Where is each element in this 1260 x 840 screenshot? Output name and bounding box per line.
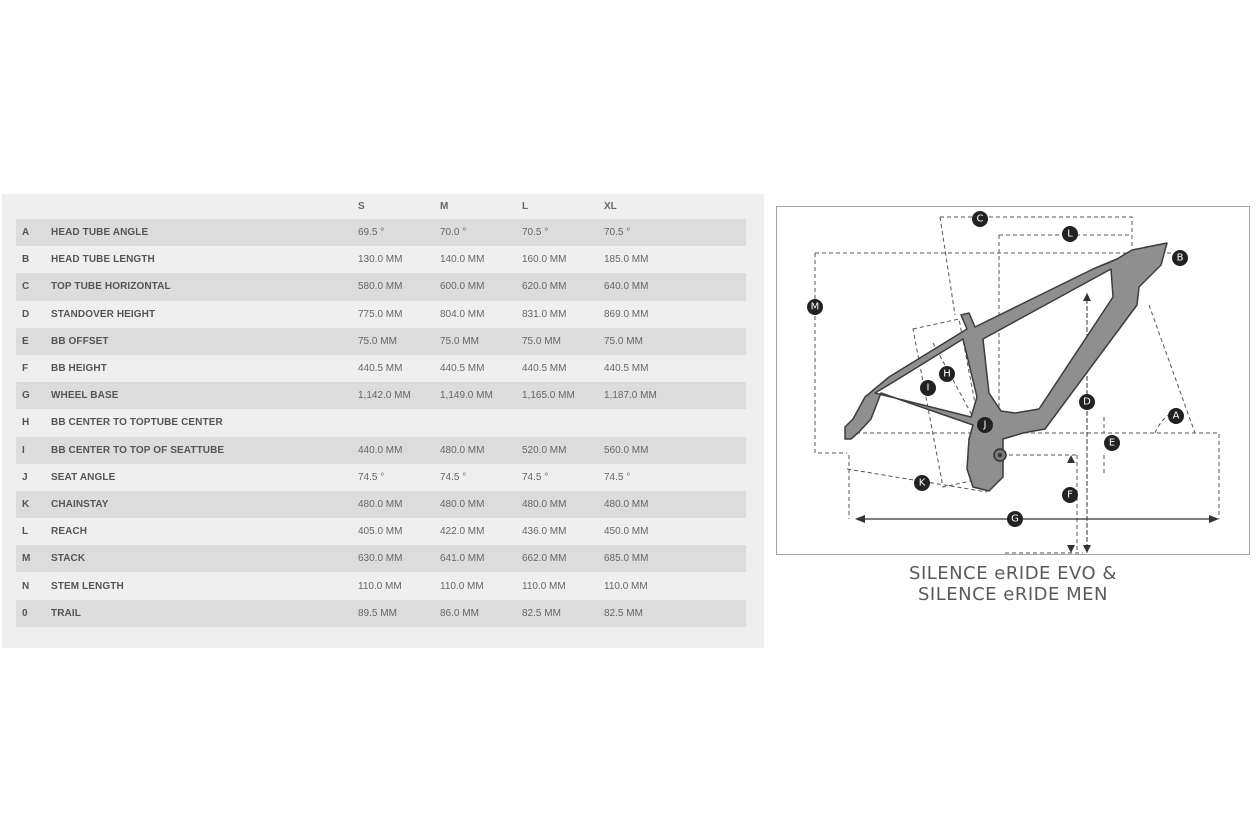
row-value-m: 641.0 MM xyxy=(440,553,485,565)
row-value-xl: 82.5 MM xyxy=(604,607,643,619)
row-value-l: 480.0 MM xyxy=(522,498,567,510)
table-row xyxy=(16,382,746,409)
row-value-l: 662.0 MM xyxy=(522,553,567,565)
row-name: SEAT ANGLE xyxy=(51,471,116,483)
header-size-xl: XL xyxy=(604,201,617,212)
geometry-table xyxy=(16,194,746,627)
row-value-l: 1,165.0 MM xyxy=(522,390,575,402)
diagram-label-b xyxy=(1172,250,1188,266)
header-size-m: M xyxy=(440,201,449,212)
row-value-xl: 70.5 ° xyxy=(604,227,631,239)
row-value-m: 480.0 MM xyxy=(440,498,485,510)
row-value-s: 89.5 MM xyxy=(358,607,397,619)
row-value-l: 831.0 MM xyxy=(522,308,567,320)
geometry-table-panel xyxy=(2,194,764,648)
row-name: BB OFFSET xyxy=(51,335,109,347)
bike-frame-svg xyxy=(777,207,1249,554)
row-value-s: 480.0 MM xyxy=(358,498,403,510)
row-key: J xyxy=(22,471,28,483)
row-value-l: 160.0 MM xyxy=(522,254,567,266)
svg-text:C: C xyxy=(976,213,984,225)
row-value-l: 520.0 MM xyxy=(522,444,567,456)
svg-text:I: I xyxy=(926,382,930,394)
table-row xyxy=(16,572,746,599)
row-value-xl: 560.0 MM xyxy=(604,444,649,456)
row-name: HEAD TUBE ANGLE xyxy=(51,227,149,239)
row-name: REACH xyxy=(51,526,88,538)
row-key: C xyxy=(22,281,30,293)
table-row xyxy=(16,491,746,518)
row-name: WHEEL BASE xyxy=(51,390,119,402)
svg-text:L: L xyxy=(1067,228,1073,240)
table-row xyxy=(16,600,746,627)
row-value-xl: 74.5 ° xyxy=(604,471,631,483)
row-value-xl: 869.0 MM xyxy=(604,308,649,320)
table-row xyxy=(16,301,746,328)
row-value-m: 480.0 MM xyxy=(440,444,485,456)
row-value-m: 75.0 MM xyxy=(440,335,479,347)
row-value-s: 110.0 MM xyxy=(358,580,402,592)
row-key: G xyxy=(22,390,30,402)
row-value-s: 580.0 MM xyxy=(358,281,403,293)
row-name: BB CENTER TO TOPTUBE CENTER xyxy=(51,417,223,429)
table-row xyxy=(16,518,746,545)
row-value-m: 422.0 MM xyxy=(440,526,485,538)
row-value-s: 130.0 MM xyxy=(358,254,403,266)
svg-text:M: M xyxy=(810,301,820,313)
bottom-bracket-center-icon xyxy=(998,453,1002,457)
row-value-l: 82.5 MM xyxy=(522,607,561,619)
svg-text:E: E xyxy=(1108,437,1116,449)
row-value-m: 140.0 MM xyxy=(440,254,485,266)
row-name: BB CENTER TO TOP OF SEATTUBE xyxy=(51,444,225,456)
diagram-label-e xyxy=(1104,435,1120,451)
row-value-xl: 640.0 MM xyxy=(604,281,649,293)
row-value-s: 405.0 MM xyxy=(358,526,403,538)
row-value-s: 630.0 MM xyxy=(358,553,403,565)
row-value-xl: 480.0 MM xyxy=(604,498,649,510)
row-name: CHAINSTAY xyxy=(51,498,109,510)
diagram-label-f xyxy=(1062,487,1078,503)
diagram-label-k xyxy=(914,475,930,491)
row-value-s: 69.5 ° xyxy=(358,227,385,239)
row-value-s: 440.5 MM xyxy=(358,363,403,375)
header-size-s: S xyxy=(358,201,365,212)
svg-text:D: D xyxy=(1083,396,1091,408)
row-value-xl: 685.0 MM xyxy=(604,553,649,565)
table-row xyxy=(16,355,746,382)
table-header-row xyxy=(16,194,746,219)
table-row xyxy=(16,545,746,572)
diagram-label-d xyxy=(1079,394,1095,410)
row-value-m: 74.5 ° xyxy=(440,471,467,483)
row-key: B xyxy=(22,254,30,266)
svg-text:H: H xyxy=(943,368,951,380)
row-key: I xyxy=(22,444,25,456)
svg-text:B: B xyxy=(1176,252,1184,264)
svg-text:J: J xyxy=(983,419,987,431)
row-key: K xyxy=(22,498,30,510)
frame-geometry-diagram xyxy=(776,206,1250,555)
diagram-label-g xyxy=(1007,511,1023,527)
row-value-xl: 1,187.0 MM xyxy=(604,390,657,402)
row-key: M xyxy=(22,553,31,565)
row-value-s: 775.0 MM xyxy=(358,308,403,320)
row-value-s: 1,142.0 MM xyxy=(358,390,411,402)
row-name: STACK xyxy=(51,553,86,565)
svg-text:K: K xyxy=(918,477,926,489)
row-value-s: 440.0 MM xyxy=(358,444,403,456)
diagram-label-m xyxy=(807,299,823,315)
row-name: BB HEIGHT xyxy=(51,363,107,375)
diagram-label-c xyxy=(972,211,988,227)
row-value-xl: 185.0 MM xyxy=(604,254,649,266)
model-title-line-2: SILENCE eRIDE MEN xyxy=(918,584,1108,605)
diagram-label-l xyxy=(1062,226,1078,242)
row-key: N xyxy=(22,580,30,592)
row-value-m: 70.0 ° xyxy=(440,227,467,239)
diagram-label-i xyxy=(920,380,936,396)
diagram-label-h xyxy=(939,366,955,382)
row-value-l: 440.5 MM xyxy=(522,363,567,375)
row-value-l: 110.0 MM xyxy=(522,580,566,592)
table-row xyxy=(16,409,746,436)
row-value-xl: 450.0 MM xyxy=(604,526,649,538)
row-name: HEAD TUBE LENGTH xyxy=(51,254,155,266)
row-key: L xyxy=(22,526,29,538)
row-key: A xyxy=(22,227,30,239)
row-value-xl: 110.0 MM xyxy=(604,580,648,592)
svg-text:F: F xyxy=(1067,489,1073,501)
table-row xyxy=(16,328,746,355)
row-value-l: 74.5 ° xyxy=(522,471,549,483)
svg-text:A: A xyxy=(1172,410,1180,422)
row-key: E xyxy=(22,335,29,347)
row-value-m: 440.5 MM xyxy=(440,363,485,375)
row-value-m: 804.0 MM xyxy=(440,308,485,320)
row-key: H xyxy=(22,417,30,429)
row-name: TOP TUBE HORIZONTAL xyxy=(51,281,171,293)
row-key: D xyxy=(22,308,30,320)
row-value-s: 75.0 MM xyxy=(358,335,397,347)
svg-text:G: G xyxy=(1011,513,1019,525)
diagram-label-a xyxy=(1168,408,1184,424)
diagram-label-j xyxy=(977,417,993,433)
row-value-l: 75.0 MM xyxy=(522,335,561,347)
row-key: F xyxy=(22,363,29,375)
row-value-l: 620.0 MM xyxy=(522,281,567,293)
row-value-l: 436.0 MM xyxy=(522,526,567,538)
row-name: STEM LENGTH xyxy=(51,580,124,592)
table-row xyxy=(16,246,746,273)
row-key: 0 xyxy=(22,607,28,619)
row-value-m: 86.0 MM xyxy=(440,607,479,619)
row-value-xl: 75.0 MM xyxy=(604,335,643,347)
row-name: STANDOVER HEIGHT xyxy=(51,308,156,320)
model-title xyxy=(776,563,1250,605)
wheelbase-arrow xyxy=(855,515,1219,523)
row-value-m: 1,149.0 MM xyxy=(440,390,493,402)
table-row xyxy=(16,437,746,464)
table-row xyxy=(16,464,746,491)
row-name: TRAIL xyxy=(51,607,81,619)
row-value-s: 74.5 ° xyxy=(358,471,385,483)
row-value-m: 600.0 MM xyxy=(440,281,485,293)
row-value-l: 70.5 ° xyxy=(522,227,549,239)
row-value-m: 110.0 MM xyxy=(440,580,484,592)
table-row xyxy=(16,273,746,300)
model-title-line-1: SILENCE eRIDE EVO & xyxy=(909,563,1117,584)
row-value-xl: 440.5 MM xyxy=(604,363,649,375)
table-row xyxy=(16,219,746,246)
header-size-l: L xyxy=(522,201,529,212)
